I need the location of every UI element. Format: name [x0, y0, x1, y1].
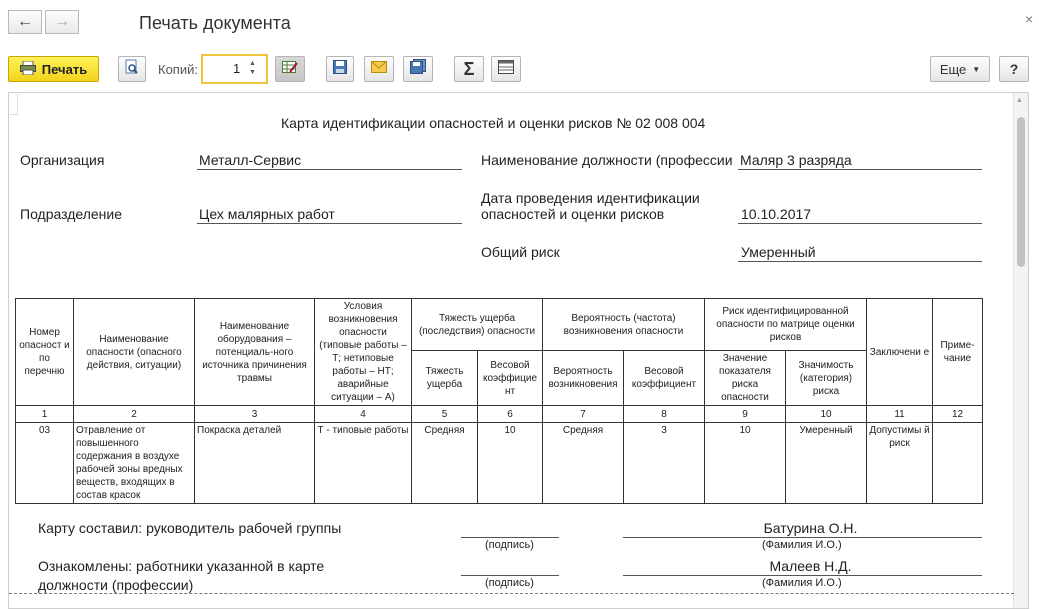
help-button[interactable]: ?	[999, 56, 1029, 82]
cell-risk-value: 10	[705, 423, 786, 504]
position-field	[738, 152, 982, 170]
position-value: Маляр 3 разряда	[740, 152, 852, 168]
preview-button[interactable]	[118, 56, 146, 82]
compiled-name-field	[623, 520, 982, 538]
header-cell: Наименование опасности (опасного действия, ситуации)	[74, 299, 195, 406]
subheader-cell: Значение показателя риска опасности	[705, 351, 786, 406]
cell-note	[933, 423, 983, 504]
risk-label: Общий риск	[481, 244, 560, 260]
date-label-line1: Дата проведения идентификации	[481, 190, 700, 206]
cell-name: Отравление от повышенного содержания в воздухе рабочей зоны вредных веществ, входящих в состав красок	[74, 423, 195, 504]
save-to-file-button[interactable]	[403, 56, 433, 82]
close-icon[interactable]: ×	[1025, 11, 1034, 27]
signature-caption: (подпись)	[485, 577, 534, 589]
header-cell: Тяжесть ущерба (последствия) опасности	[412, 299, 543, 351]
save-copy-icon	[410, 59, 426, 79]
copies-input[interactable]	[201, 54, 268, 84]
header-cell: Приме-чание	[933, 299, 983, 406]
ack-signature-line	[461, 559, 559, 576]
org-value: Металл-Сервис	[199, 152, 302, 168]
window-title: Печать документа	[139, 13, 291, 33]
column-number: 6	[478, 406, 543, 423]
subheader-cell: Вероятность возникновения	[543, 351, 624, 406]
column-number: 11	[867, 406, 933, 423]
header-cell: Условия возникновения опасности (типовые работы – Т; нетиповые работы – НТ; аварийные ситуации – А)	[315, 299, 412, 406]
division-field	[197, 206, 462, 224]
more-label: Еще	[939, 61, 967, 77]
spin-arrows-icon[interactable]: ▲ ▼	[249, 60, 256, 76]
cell-weight2: 3	[624, 423, 705, 504]
risk-value: Умеренный	[741, 244, 816, 260]
scrollbar-thumb[interactable]	[1017, 117, 1025, 267]
table-settings-button[interactable]	[491, 56, 521, 82]
print-button-label: Печать	[41, 61, 88, 77]
name-caption: (Фамилия И.О.)	[762, 539, 842, 551]
cell-conclusion: Допустимы й риск	[867, 423, 933, 504]
column-number: 3	[195, 406, 315, 423]
header-cell: Номер опасност и по перечню	[16, 299, 74, 406]
column-number: 2	[74, 406, 195, 423]
hazard-table	[15, 298, 983, 504]
copies-label: Копий:	[158, 62, 198, 77]
header-cell: Заключени е	[867, 299, 933, 406]
ack-label-line2: должности (профессии)	[38, 577, 194, 593]
header-cell: Наименование оборудования – потенциаль-ного источника причинения травмы	[195, 299, 315, 406]
risk-field	[738, 244, 982, 262]
chevron-down-icon: ▼	[972, 64, 981, 74]
document-viewport[interactable]	[8, 92, 1029, 609]
sigma-icon: Σ	[463, 58, 475, 79]
column-number-row	[16, 406, 983, 423]
arrow-right-icon: →	[54, 13, 70, 30]
ack-name-field	[623, 558, 982, 576]
save-button[interactable]	[326, 56, 354, 82]
forward-button[interactable]	[45, 10, 79, 34]
column-number: 8	[624, 406, 705, 423]
send-email-button[interactable]	[364, 56, 394, 82]
cell-significance: Умеренный	[786, 423, 867, 504]
table-row	[16, 423, 983, 504]
edit-table-icon	[282, 60, 298, 79]
back-button[interactable]	[8, 10, 42, 34]
org-field	[197, 152, 462, 170]
vertical-scrollbar[interactable]	[1013, 93, 1028, 608]
ack-label-line1: Ознакомлены: работники указанной в карте	[38, 558, 325, 574]
signature-caption: (подпись)	[485, 539, 534, 551]
compiled-label: Карту составил: руководитель рабочей группы	[38, 520, 342, 536]
print-button[interactable]	[8, 56, 99, 82]
column-number: 7	[543, 406, 624, 423]
document-page	[9, 93, 1014, 609]
cell-equipment: Покраска деталей	[195, 423, 315, 504]
cell-conditions: Т - типовые работы	[315, 423, 412, 504]
position-label: Наименование должности (профессии	[481, 152, 733, 168]
edit-mode-toggle[interactable]	[275, 56, 305, 82]
column-number: 10	[786, 406, 867, 423]
table-header-row	[16, 299, 983, 351]
header-cell: Вероятность (частота) возникновения опасности	[543, 299, 705, 351]
cell-probability: Средняя	[543, 423, 624, 504]
printer-icon	[20, 61, 36, 78]
subheader-cell: Весовой коэффицие нт	[478, 351, 543, 406]
header-cell: Риск идентифицированной опасности по матрице оценки рисков	[705, 299, 867, 351]
date-value: 10.10.2017	[741, 206, 812, 222]
magnifier-page-icon	[125, 59, 139, 80]
copies-value: 1	[233, 61, 241, 76]
arrow-left-icon: ←	[17, 13, 33, 30]
scroll-up-icon[interactable]: ▲	[1016, 97, 1023, 104]
column-number: 5	[412, 406, 478, 423]
date-field	[738, 206, 982, 224]
envelope-icon	[371, 60, 387, 78]
compiled-signature-line	[461, 521, 559, 538]
name-caption: (Фамилия И.О.)	[762, 577, 842, 589]
ack-name: Малеев Н.Д.	[769, 558, 852, 574]
subheader-cell: Тяжесть ущерба	[412, 351, 478, 406]
page-corner-mark	[10, 94, 18, 115]
division-value: Цех малярных работ	[199, 206, 335, 222]
cell-num: 03	[16, 423, 74, 504]
compiled-name: Батурина О.Н.	[763, 520, 858, 536]
document-heading: Карта идентификации опасностей и оценки рисков № 02 008 004	[281, 115, 706, 131]
date-label-line2: опасностей и оценки рисков	[481, 206, 665, 222]
org-label: Организация	[20, 152, 105, 168]
column-number: 4	[315, 406, 412, 423]
table-icon	[498, 60, 514, 79]
cell-weight1: 10	[478, 423, 543, 504]
subheader-cell: Значимость (категория) риска	[786, 351, 867, 406]
cell-severity: Средняя	[412, 423, 478, 504]
column-number: 1	[16, 406, 74, 423]
page-break-line	[9, 593, 1014, 594]
subheader-cell: Весовой коэффициент	[624, 351, 705, 406]
more-menu-button[interactable]	[930, 56, 990, 82]
column-number: 12	[933, 406, 983, 423]
column-number: 9	[705, 406, 786, 423]
division-label: Подразделение	[20, 206, 123, 222]
sum-button[interactable]	[454, 56, 484, 82]
floppy-disk-icon	[333, 60, 347, 79]
